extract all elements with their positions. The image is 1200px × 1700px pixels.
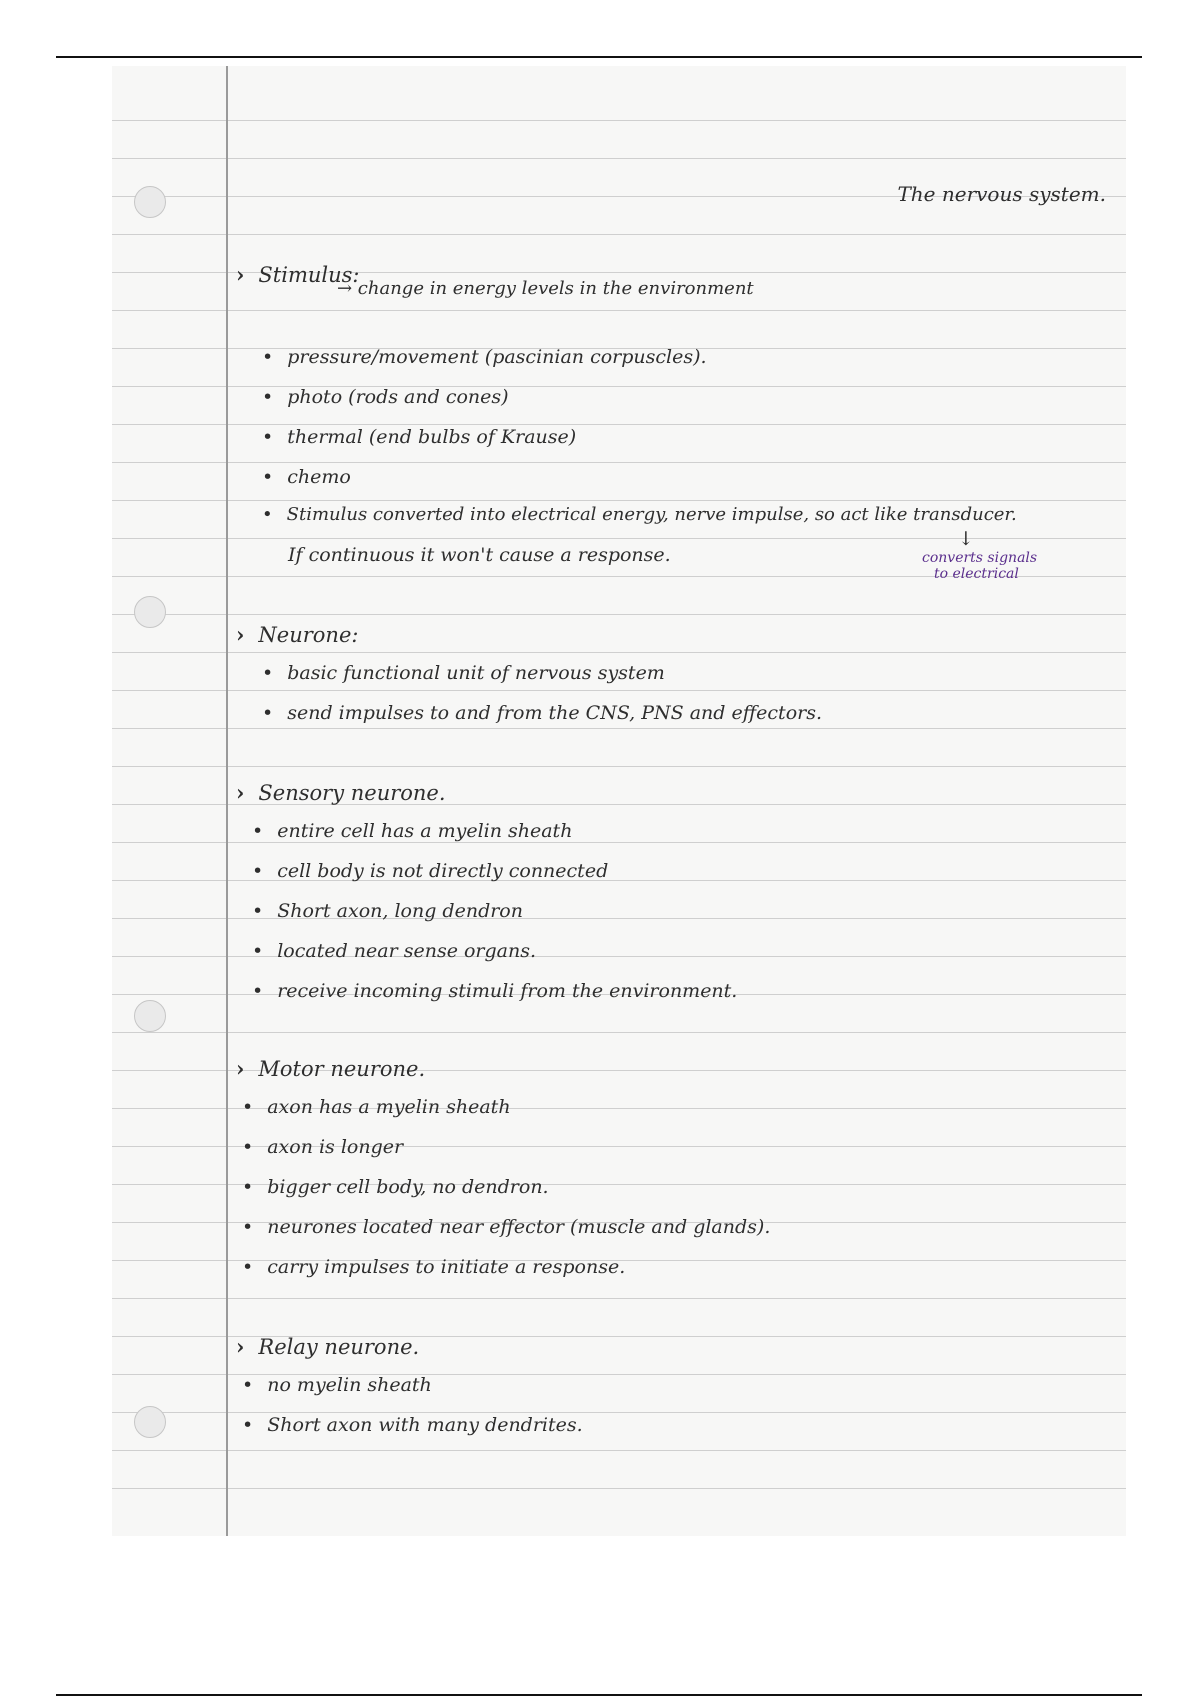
list-item: • Stimulus converted into electrical energy, nerve impulse, so act like transducer.	[262, 504, 1017, 525]
list-item: • Short axon with many dendrites.	[242, 1414, 583, 1436]
relay-heading: › Relay neurone.	[236, 1334, 419, 1359]
punch-hole	[134, 1000, 166, 1032]
list-item: • send impulses to and from the CNS, PNS and effectors.	[262, 702, 822, 724]
ruled-line	[112, 462, 1126, 463]
ruled-line	[112, 120, 1126, 121]
neurone-heading: › Neurone:	[236, 622, 358, 647]
ruled-line	[112, 234, 1126, 235]
margin-line	[226, 66, 228, 1536]
motor-heading: › Motor neurone.	[236, 1056, 425, 1081]
ruled-line	[112, 1298, 1126, 1299]
page-title: The nervous system.	[897, 182, 1106, 206]
list-item: • thermal (end bulbs of Krause)	[262, 426, 576, 448]
ruled-line	[112, 310, 1126, 311]
ruled-line	[112, 500, 1126, 501]
list-item: • receive incoming stimuli from the environment.	[252, 980, 737, 1002]
sensory-heading: › Sensory neurone.	[236, 780, 446, 805]
stimulus-definition: → change in energy levels in the environment	[337, 278, 754, 299]
ruled-line	[112, 1450, 1126, 1451]
list-item: • bigger cell body, no dendron.	[242, 1176, 549, 1198]
ruled-line	[112, 728, 1126, 729]
page-bottom-rule	[56, 1694, 1142, 1696]
ruled-line	[112, 842, 1126, 843]
ruled-line	[112, 690, 1126, 691]
list-item-continued: If continuous it won't cause a response.	[288, 544, 671, 566]
list-item: • cell body is not directly connected	[252, 860, 608, 882]
annotation-line: converts signals	[922, 550, 1038, 566]
list-item: • neurones located near effector (muscle and glands).	[242, 1216, 770, 1238]
ruled-line	[112, 652, 1126, 653]
ruled-line	[112, 424, 1126, 425]
list-item: • axon has a myelin sheath	[242, 1096, 511, 1118]
list-item: • basic functional unit of nervous system	[262, 662, 665, 684]
punch-hole	[134, 186, 166, 218]
punch-hole	[134, 1406, 166, 1438]
ruled-line	[112, 1412, 1126, 1413]
notebook-page	[112, 66, 1126, 1536]
list-item: • axon is longer	[242, 1136, 403, 1158]
list-item: • entire cell has a myelin sheath	[252, 820, 572, 842]
list-item: • carry impulses to initiate a response.	[242, 1256, 625, 1278]
ruled-line	[112, 766, 1126, 767]
list-item: • located near sense organs.	[252, 940, 536, 962]
ruled-line	[112, 1488, 1126, 1489]
list-item: • Short axon, long dendron	[252, 900, 523, 922]
ruled-line	[112, 614, 1126, 615]
stimulus-heading: › Stimulus:	[236, 262, 359, 287]
list-item: • no myelin sheath	[242, 1374, 432, 1396]
page-top-rule	[56, 56, 1142, 58]
list-item: • pressure/movement (pascinian corpuscles).	[262, 346, 707, 368]
ruled-line	[112, 1032, 1126, 1033]
list-item: • photo (rods and cones)	[262, 386, 509, 408]
annotation-arrow: ↓	[958, 528, 974, 550]
punch-hole	[134, 596, 166, 628]
list-item: • chemo	[262, 466, 351, 488]
ruled-line	[112, 158, 1126, 159]
annotation-line: to electrical	[934, 566, 1019, 582]
